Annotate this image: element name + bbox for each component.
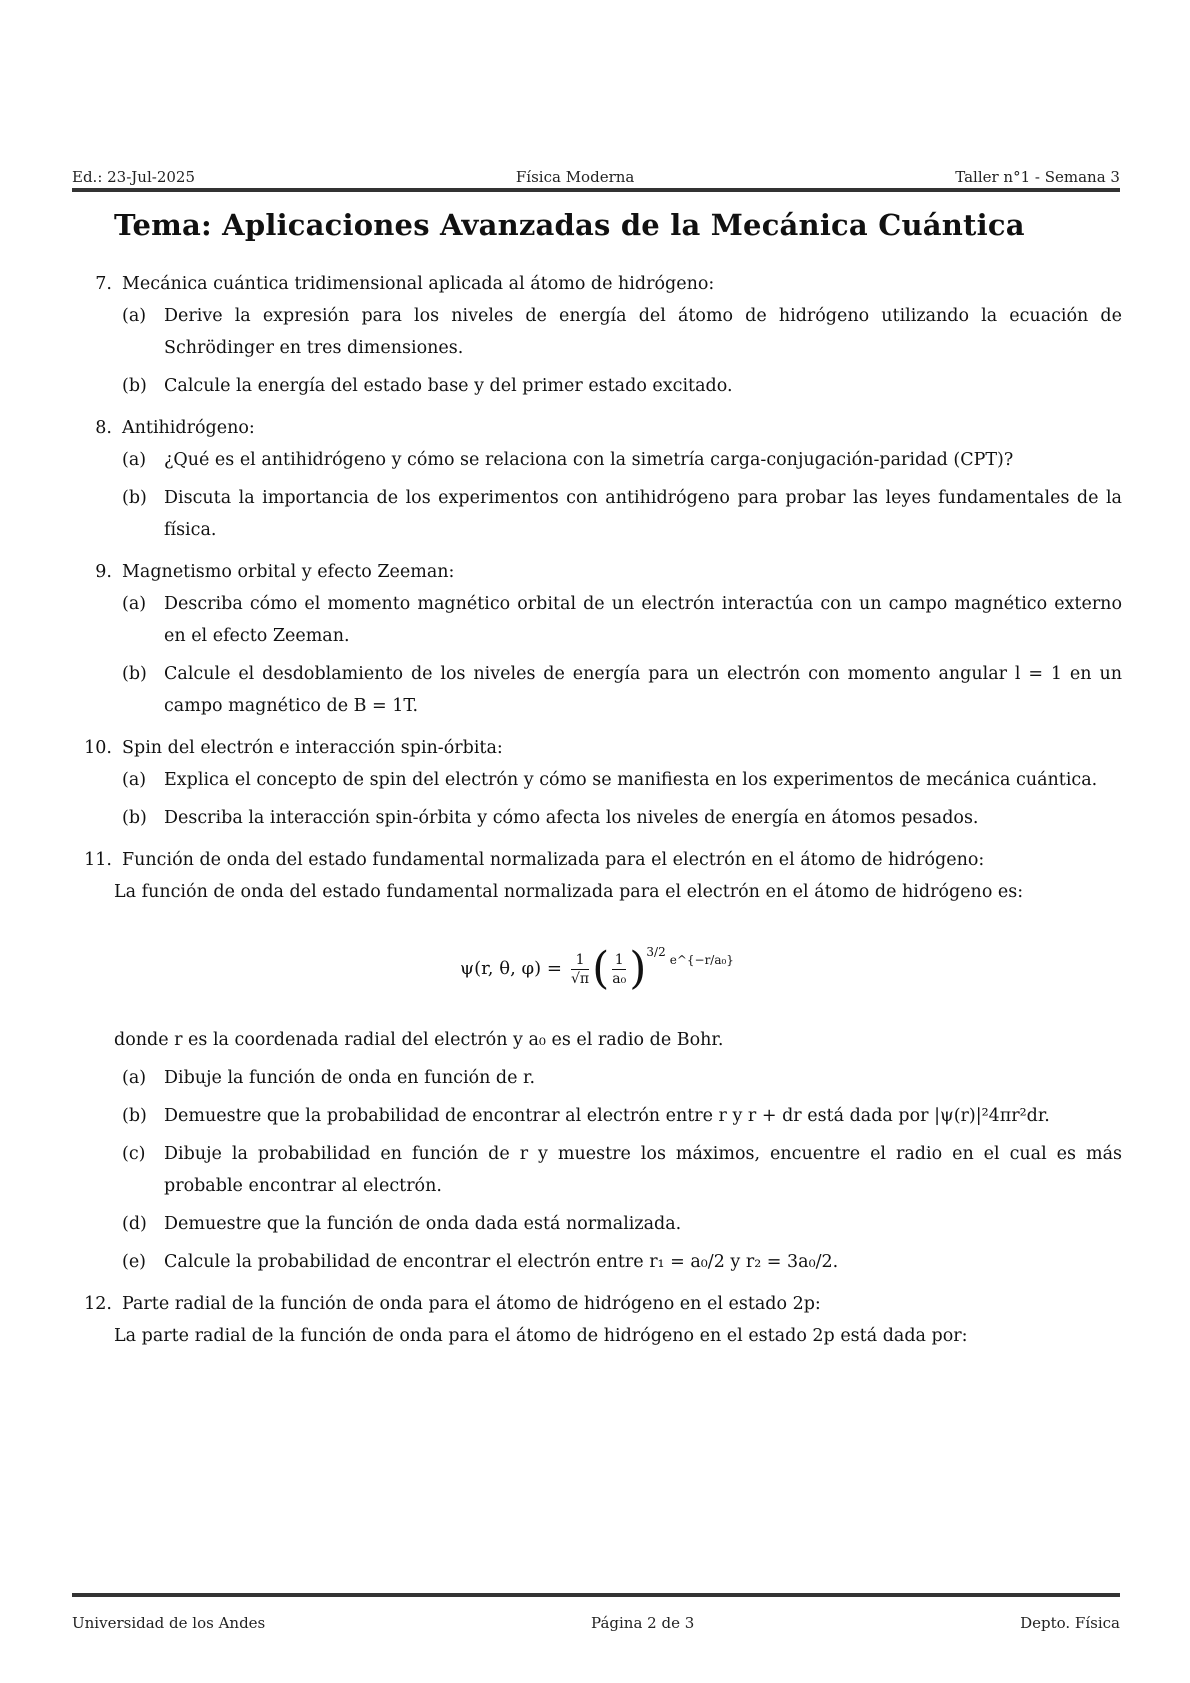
footer-right: Depto. Física xyxy=(1020,1614,1120,1632)
problem-statement: Función de onda del estado fundamental normalizada para el electrón en el átomo de hidrógeno: xyxy=(122,850,985,870)
problem-statement: Antihidrógeno: xyxy=(122,418,255,438)
subquestion xyxy=(122,300,1122,364)
open-paren: ( xyxy=(592,943,610,994)
fraction-denominator: √π xyxy=(570,970,590,987)
subquestion xyxy=(122,1062,1122,1094)
page-header xyxy=(72,156,1120,186)
problem-intro: La función de onda del estado fundamental normalizada para el electrón en el átomo de hidrógeno es: xyxy=(114,882,1024,902)
subquestion-text: ¿Qué es el antihidrógeno y cómo se relaciona con la simetría carga-conjugación-paridad (CPT)? xyxy=(164,450,1014,470)
subquestion-text: Describa cómo el momento magnético orbital de un electrón interactúa con un campo magnético externo en el efecto Zeeman. xyxy=(164,594,1122,646)
subquestion xyxy=(122,658,1122,722)
equation-description: donde r es la coordenada radial del electrón y a₀ es el radio de Bohr. xyxy=(114,1030,724,1050)
close-paren: ) xyxy=(629,943,647,994)
problem-statement: Spin del electrón e interacción spin-órbita: xyxy=(122,738,503,758)
equation-lhs: ψ(r, θ, φ) = xyxy=(460,958,562,979)
problem-10 xyxy=(72,732,1122,834)
subquestion-label: (a) xyxy=(122,1068,147,1088)
problem-number: 10. xyxy=(84,738,112,758)
equation-fraction xyxy=(612,951,626,988)
equation-power: 3/2 xyxy=(646,945,666,959)
subquestion-label: (c) xyxy=(122,1144,146,1164)
subquestion xyxy=(122,1208,1122,1240)
subquestion-text: Describa la interacción spin-órbita y cómo afecta los niveles de energía en átomos pesados. xyxy=(164,808,979,828)
page-title: Tema: Aplicaciones Avanzadas de la Mecánica Cuántica xyxy=(114,208,1025,242)
subquestion xyxy=(122,764,1122,796)
problem-8 xyxy=(72,412,1122,546)
subquestion xyxy=(122,588,1122,652)
header-right: Taller n°1 - Semana 3 xyxy=(955,168,1120,186)
subquestion-text: Dibuje la función de onda en función de r. xyxy=(164,1068,536,1088)
footer-center: Página 2 de 3 xyxy=(591,1614,695,1632)
subquestion xyxy=(122,482,1122,546)
fraction-denominator: a₀ xyxy=(612,970,627,987)
subquestion-label: (b) xyxy=(122,664,147,684)
problem-statement: Magnetismo orbital y efecto Zeeman: xyxy=(122,562,455,582)
problem-number: 8. xyxy=(95,418,112,438)
problem-number: 7. xyxy=(95,274,112,294)
subquestion-text: Dibuje la probabilidad en función de r y muestre los máximos, encuentre el radio en el cual es más probable encontrar al electrón. xyxy=(164,1144,1122,1196)
problem-number: 12. xyxy=(84,1294,112,1314)
footer-rule xyxy=(72,1593,1120,1597)
subquestion-label: (a) xyxy=(122,770,147,790)
problem-7 xyxy=(72,268,1122,402)
problem-9 xyxy=(72,556,1122,722)
subquestion-text: Discuta la importancia de los experimentos con antihidrógeno para probar las leyes fundamentales de la física. xyxy=(164,488,1122,540)
header-left: Ed.: 23-Jul-2025 xyxy=(72,168,196,186)
subquestion-text: Demuestre que la probabilidad de encontrar al electrón entre r y r + dr está dada por |ψ(r)|²4πr²dr. xyxy=(164,1106,1050,1126)
subquestion-label: (a) xyxy=(122,594,147,614)
problem-statement: Mecánica cuántica tridimensional aplicada al átomo de hidrógeno: xyxy=(122,274,715,294)
fraction-numerator: 1 xyxy=(575,951,585,968)
subquestion xyxy=(122,1246,1122,1278)
page-footer xyxy=(72,1604,1120,1632)
problem-12 xyxy=(72,1288,1122,1352)
problem-number: 11. xyxy=(84,850,112,870)
problem-number: 9. xyxy=(95,562,112,582)
subquestion-label: (b) xyxy=(122,376,147,396)
subquestion-text: Calcule la energía del estado base y del primer estado excitado. xyxy=(164,376,733,396)
equation-fraction xyxy=(571,951,589,988)
problem-11 xyxy=(72,844,1122,1278)
subquestion xyxy=(122,1100,1122,1132)
subquestion-label: (e) xyxy=(122,1252,147,1272)
subquestion-label: (b) xyxy=(122,488,147,508)
subquestion xyxy=(122,802,1122,834)
subquestion-text: Demuestre que la función de onda dada está normalizada. xyxy=(164,1214,682,1234)
fraction-numerator: 1 xyxy=(614,951,624,968)
subquestion-text: Calcule la probabilidad de encontrar el electrón entre r₁ = a₀/2 y r₂ = 3a₀/2. xyxy=(164,1252,839,1272)
subquestion xyxy=(122,444,1122,476)
header-rule xyxy=(72,188,1120,192)
subquestion-text: Calcule el desdoblamiento de los niveles de energía para un electrón con momento angular l = 1 en un campo magnético de B = 1T. xyxy=(164,664,1122,716)
subquestion-label: (a) xyxy=(122,450,147,470)
subquestion xyxy=(122,1138,1122,1202)
wavefunction-equation xyxy=(72,934,1122,1004)
problem-list xyxy=(72,268,1122,1362)
subquestion-text: Derive la expresión para los niveles de energía del átomo de hidrógeno utilizando la ecuación de Schrödinger en tres dimensiones. xyxy=(164,306,1122,358)
subquestion-text: Explica el concepto de spin del electrón y cómo se manifiesta en los experimentos de mecánica cuántica. xyxy=(164,770,1098,790)
header-center: Física Moderna xyxy=(515,168,635,186)
problem-statement: Parte radial de la función de onda para el átomo de hidrógeno en el estado 2p: xyxy=(122,1294,821,1314)
problem-intro: La parte radial de la función de onda para el átomo de hidrógeno en el estado 2p está dada por: xyxy=(114,1326,968,1346)
footer-left: Universidad de los Andes xyxy=(72,1614,266,1632)
equation-exponential: e^{−r/a₀} xyxy=(669,953,734,967)
subquestion-label: (b) xyxy=(122,808,147,828)
subquestion-label: (a) xyxy=(122,306,147,326)
subquestion xyxy=(122,370,1122,402)
subquestion-label: (d) xyxy=(122,1214,147,1234)
subquestion-label: (b) xyxy=(122,1106,147,1126)
